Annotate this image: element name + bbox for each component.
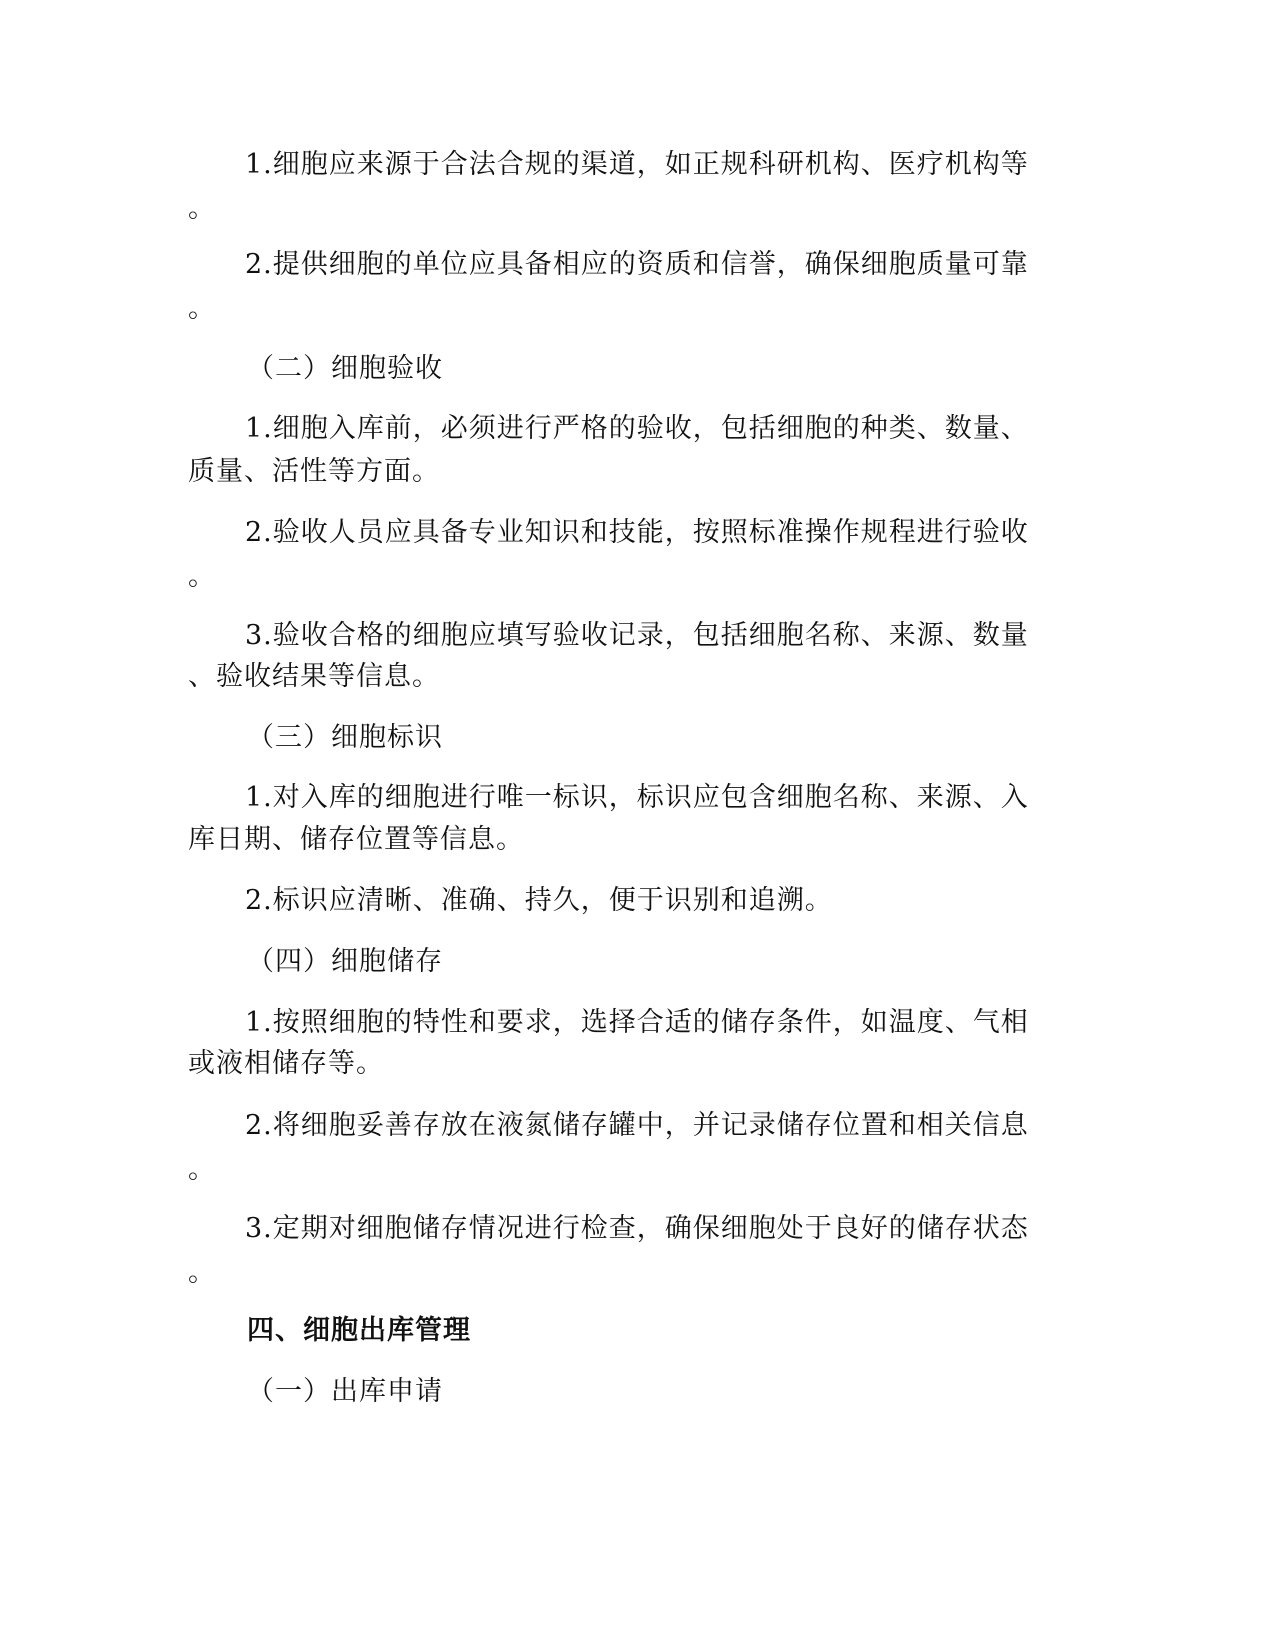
paragraph-line: 1.细胞入库前，必须进行严格的验收，包括细胞的种类、数量、 [245, 413, 1029, 444]
paragraph-line: 2.提供细胞的单位应具备相应的资质和信誉，确保细胞质量可靠 [245, 249, 1029, 280]
paragraph-line: 2.将细胞妥善存放在液氮储存罐中，并记录储存位置和相关信息 [245, 1110, 1029, 1141]
paragraph-line: 或液相储存等。 [188, 1048, 384, 1079]
section-heading: （四）细胞储存 [247, 946, 443, 977]
paragraph-line: 1.对入库的细胞进行唯一标识，标识应包含细胞名称、来源、入 [245, 782, 1029, 813]
paragraph-line: 质量、活性等方面。 [188, 456, 440, 487]
paragraph-line: 库日期、储存位置等信息。 [188, 824, 524, 855]
paragraph-line: 。 [188, 561, 216, 592]
paragraph-line: 。 [188, 1257, 216, 1288]
section-heading: （三）细胞标识 [247, 722, 443, 753]
chapter-heading: 四、细胞出库管理 [247, 1315, 471, 1346]
section-heading: （一）出库申请 [247, 1376, 443, 1407]
paragraph-line: 。 [188, 293, 216, 324]
paragraph-line: 2.验收人员应具备专业知识和技能，按照标准操作规程进行验收 [245, 517, 1029, 548]
paragraph-line: 3.定期对细胞储存情况进行检查，确保细胞处于良好的储存状态 [245, 1213, 1029, 1244]
paragraph-line: 3.验收合格的细胞应填写验收记录，包括细胞名称、来源、数量 [245, 620, 1029, 651]
paragraph-line: 、验收结果等信息。 [188, 661, 440, 692]
paragraph-line: 1.按照细胞的特性和要求，选择合适的储存条件，如温度、气相 [245, 1007, 1029, 1038]
paragraph-line: 2.标识应清晰、准确、持久，便于识别和追溯。 [245, 885, 833, 916]
paragraph-line: 。 [188, 1154, 216, 1185]
paragraph-line: 1.细胞应来源于合法合规的渠道，如正规科研机构、医疗机构等 [245, 149, 1029, 180]
paragraph-line: 。 [188, 193, 216, 224]
section-heading: （二）细胞验收 [247, 353, 443, 384]
